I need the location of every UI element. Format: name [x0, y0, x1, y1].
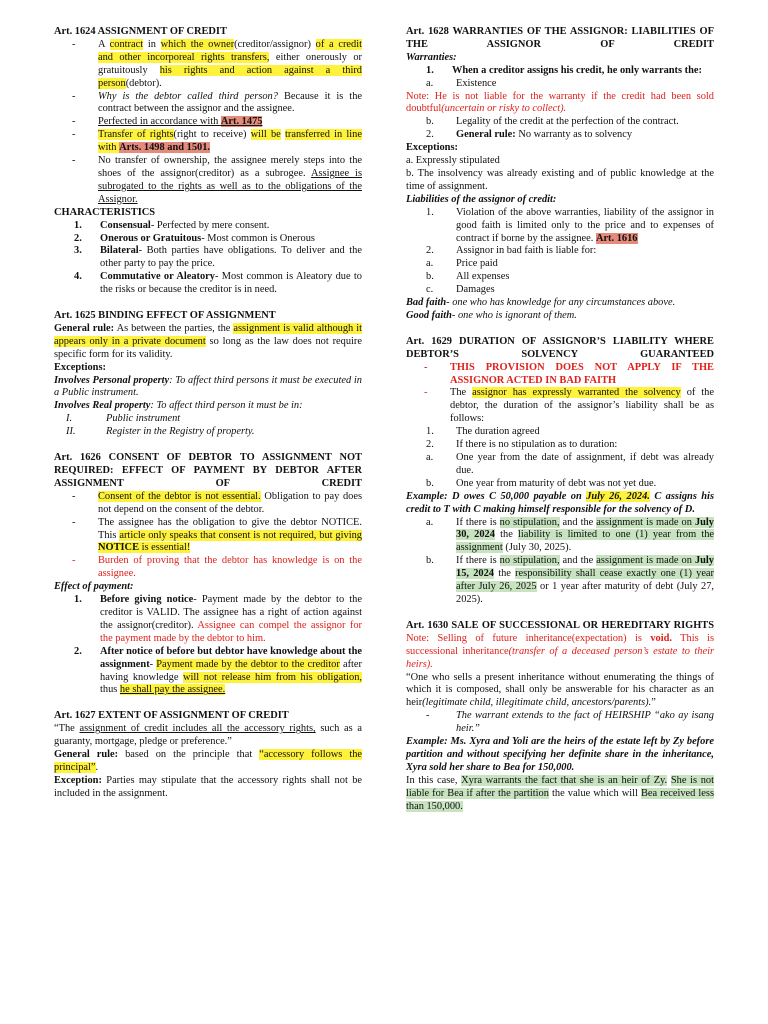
article-1624-title: Art. 1624 ASSIGNMENT OF CREDIT — [54, 26, 227, 37]
list-item: a. Price paid — [426, 258, 498, 270]
bullet-marker: - — [72, 555, 76, 567]
case-explanation: In this case, Xyra warrants the fact that she is an heir of Zy. She is not liable for Bea if after the partition the value which will Bea received less than 150,000. — [406, 774, 714, 812]
exception: Exception: Parties may stipulate that the accessory rights shall not be included in the assignment. — [54, 774, 362, 799]
list-item: c. Damages — [426, 284, 495, 296]
list-item: 1. Consensual- Perfected by mere consent. — [74, 219, 270, 231]
liabilities-label: Liabilities of the assignor of credit: — [406, 193, 557, 205]
list-item: b. If there is no stipulation, and the assignment is made on July 15, 2024 the responsibility shall cease exactly one (1) year after July 26, 2025 or 1 year after maturity of debt (July 27, 2025). — [426, 555, 714, 605]
bullet-text: Why is the debtor called third person? Because it is the contract between the assignor and the assignee. — [98, 90, 362, 115]
right-column — [406, 26, 714, 813]
article-1627-title: Art. 1627 EXTENT OF ASSIGNMENT OF CREDIT — [54, 710, 289, 722]
exception-item: a. Expressly stipulated — [406, 155, 500, 167]
list-item: 1. When a creditor assigns his credit, he only warrants the: — [426, 64, 702, 76]
exceptions-label: Exceptions: — [406, 142, 458, 154]
article-1624 — [54, 26, 362, 297]
list-item: 3. Bilateral- Both parties have obligations. To deliver and the other party to pay the price. — [74, 245, 362, 270]
quote: “One who sells a present inheritance without enumerating the things of which it is composed, shall only be answerable for his character as an heir(legitimate child, illegitimate child, ancestors/parents).” — [406, 671, 714, 709]
exception-item: b. The insolvency was already existing and of public knowledge at the time of assignment. — [406, 167, 714, 192]
article-1627 — [54, 710, 362, 800]
bullet-item — [54, 155, 362, 207]
general-rule: General rule: based on the principle that “accessory follows the principal”. — [54, 749, 363, 773]
list-item: 1. Before giving notice- Payment made by the debtor to the creditor is VALID. The assignee has a right of action against the assignor(creditor). Assignee can compel the assignor for the payment made by the debtor to him. — [74, 594, 362, 644]
list-item: a. Existence — [426, 77, 497, 89]
bullet-marker: - — [72, 516, 76, 528]
note: Note: He is not liable for the warranty if the credit had been sold doubtful(uncertain or risky to collect). — [406, 90, 714, 115]
list-item: 1. The duration agreed — [426, 426, 540, 438]
article-1629 — [406, 336, 714, 607]
list-item: 2. Assignor in bad faith is liable for: — [426, 245, 597, 257]
bullet-item: - The assignee has the obligation to give the debtor NOTICE. This article only speaks that consent is not required, but giving NOTICE is essential! — [54, 517, 362, 556]
bullet-item — [54, 129, 362, 155]
bullet-item — [54, 91, 362, 117]
characteristics-heading: CHARACTERISTICS — [54, 206, 156, 218]
exceptions-label: Exceptions: — [54, 361, 106, 373]
list-item: 1. Violation of the above warranties, liability of the assignor in good faith is limited only to the price and to expenses of contract if borne by the assignee. Art. 1616 — [426, 206, 714, 244]
bullet-item: - Burden of proving that the debtor has knowledge is on the assignee. — [54, 555, 362, 581]
good-faith-definition: Good faith- one who is ignorant of them. — [406, 309, 577, 321]
article-1628 — [406, 26, 714, 323]
bullet-item — [54, 116, 362, 129]
bullet-text: A contract in which the owner(creditor/assignor) of a credit and other incorporeal rights transfers, either onerously or gratuitously his rights and action against a third person(debtor). — [98, 38, 362, 89]
note: Note: Selling of future inheritance(expectation) is void. This is successional inheritance(transfer of a deceased person’s estate to their heirs). — [406, 632, 714, 670]
list-item: II. Register in the Registry of property. — [66, 426, 255, 438]
bullet-text: No transfer of ownership, the assignee merely steps into the shoes of the assignor(creditor) as a subrogee. Assignee is subrogated to the rights as well as to the obligations of the Assignor. — [98, 155, 362, 205]
bullet-item: - Consent of the debtor is not essential. Obligation to pay does not depend on the consent of the debtor. — [54, 491, 362, 517]
bullet-marker: - — [72, 155, 76, 167]
exception-personal: Involves Personal property: To affect third persons it must be executed in a Public instrument. — [54, 374, 362, 399]
list-item: 4. Commutative or Aleatory- Most common is Aleatory due to the risks or because the creditor is in need. — [74, 271, 362, 296]
general-rule: General rule: As between the parties, the assignment is valid although it appears only in a private document so long as the law does not require specific form for its validity. — [54, 322, 362, 360]
exception-real: Involves Real property: To affect third person it must be in: — [54, 400, 303, 412]
effect-of-payment-label: Effect of payment: — [54, 581, 134, 593]
bullet-marker: - — [426, 710, 430, 722]
left-column — [54, 26, 362, 801]
bad-faith-definition: Bad faith- one who has knowledge for any circumstances above. — [406, 297, 676, 309]
article-1626 — [54, 452, 362, 697]
article-1625-title: Art. 1625 BINDING EFFECT OF ASSIGNMENT — [54, 310, 276, 322]
article-1630 — [406, 620, 714, 814]
list-item: a. If there is no stipulation, and the assignment is made on July 30, 2024 the liability is limited to one (1) year from the assignment (July 30, 2025). — [426, 516, 715, 554]
bullet-marker: - — [72, 490, 76, 502]
bullet-marker: - — [424, 387, 428, 399]
example: Example: Ms. Xyra and Yoli are the heirs of the estate left by Zy before partition and without specifying her definite share in the inheritance, Xyra sold her share to Bea for 150,000. — [406, 736, 714, 773]
bullet-marker: - — [424, 361, 428, 373]
article-1630-title: Art. 1630 SALE OF SUCCESSIONAL OR HEREDITARY RIGHTS — [406, 619, 714, 631]
bullet-text: Perfected in accordance with Art. 1475 — [98, 116, 263, 128]
bullet-item — [54, 39, 362, 91]
bullet-marker: - — [72, 129, 76, 141]
list-item: 2. General rule: No warranty as to solvency — [426, 129, 633, 141]
bullet-marker: - — [72, 116, 76, 128]
quote: “The assignment of credit includes all the accessory rights, such as a guaranty, mortgage, pledge or preference.” — [54, 723, 362, 748]
warranties-label: Warranties: — [406, 51, 457, 63]
example: Example: D owes C 50,000 payable on July 26, 2024. C assigns his credit to T with C making himself responsible for the solvency of D. — [406, 490, 714, 515]
bullet-item: - The assignor has expressly warranted the solvency of the debtor, the duration of the assignor’s liability shall be as follows: — [406, 387, 714, 426]
list-item: 2. If there is no stipulation as to duration: — [426, 439, 618, 451]
bullet-marker: - — [72, 38, 76, 50]
bullet-marker: - — [72, 90, 76, 102]
bullet-item: - The warrant extends to the fact of HEIRSHIP “ako ay isang heir.” — [406, 710, 714, 736]
article-1629-title: Art. 1629 DURATION OF ASSIGNOR’S LIABILITY WHERE DEBTOR’S SOLVENCY GUARANTEED — [406, 335, 714, 360]
article-1628-title: Art. 1628 WARRANTIES OF THE ASSIGNOR: LIABILITIES OF THE ASSIGNOR OF CREDIT — [406, 26, 714, 50]
article-1626-title: Art. 1626 CONSENT OF DEBTOR TO ASSIGNMENT NOT REQUIRED: EFFECT OF PAYMENT BY DEBTOR AFTER ASSIGNMENT OF CREDIT — [54, 452, 362, 489]
list-item: 2. After notice of before but debtor have knowledge about the assignment- Payment made by the debtor to the creditor after having knowledge will not release him from his obligation, thus he shall pay the assignee. — [74, 645, 362, 696]
list-item: b. One year from maturity of debt was not yet due. — [426, 477, 657, 489]
article-1625 — [54, 310, 362, 439]
bullet-text: Transfer of rights(right to receive) will be transferred in line with Arts. 1498 and 1501. — [98, 129, 362, 154]
list-item: 2. Onerous or Gratuitous- Most common is Onerous — [74, 232, 315, 244]
list-item: b. Legality of the credit at the perfection of the contract. — [426, 116, 679, 128]
bullet-item: - THIS PROVISION DOES NOT APPLY IF THE ASSIGNOR ACTED IN BAD FAITH — [406, 362, 714, 388]
list-item: I. Public instrument — [66, 413, 181, 425]
list-item: b. All expenses — [426, 271, 510, 283]
list-item: a. One year from the date of assignment, if debt was already due. — [426, 452, 714, 476]
